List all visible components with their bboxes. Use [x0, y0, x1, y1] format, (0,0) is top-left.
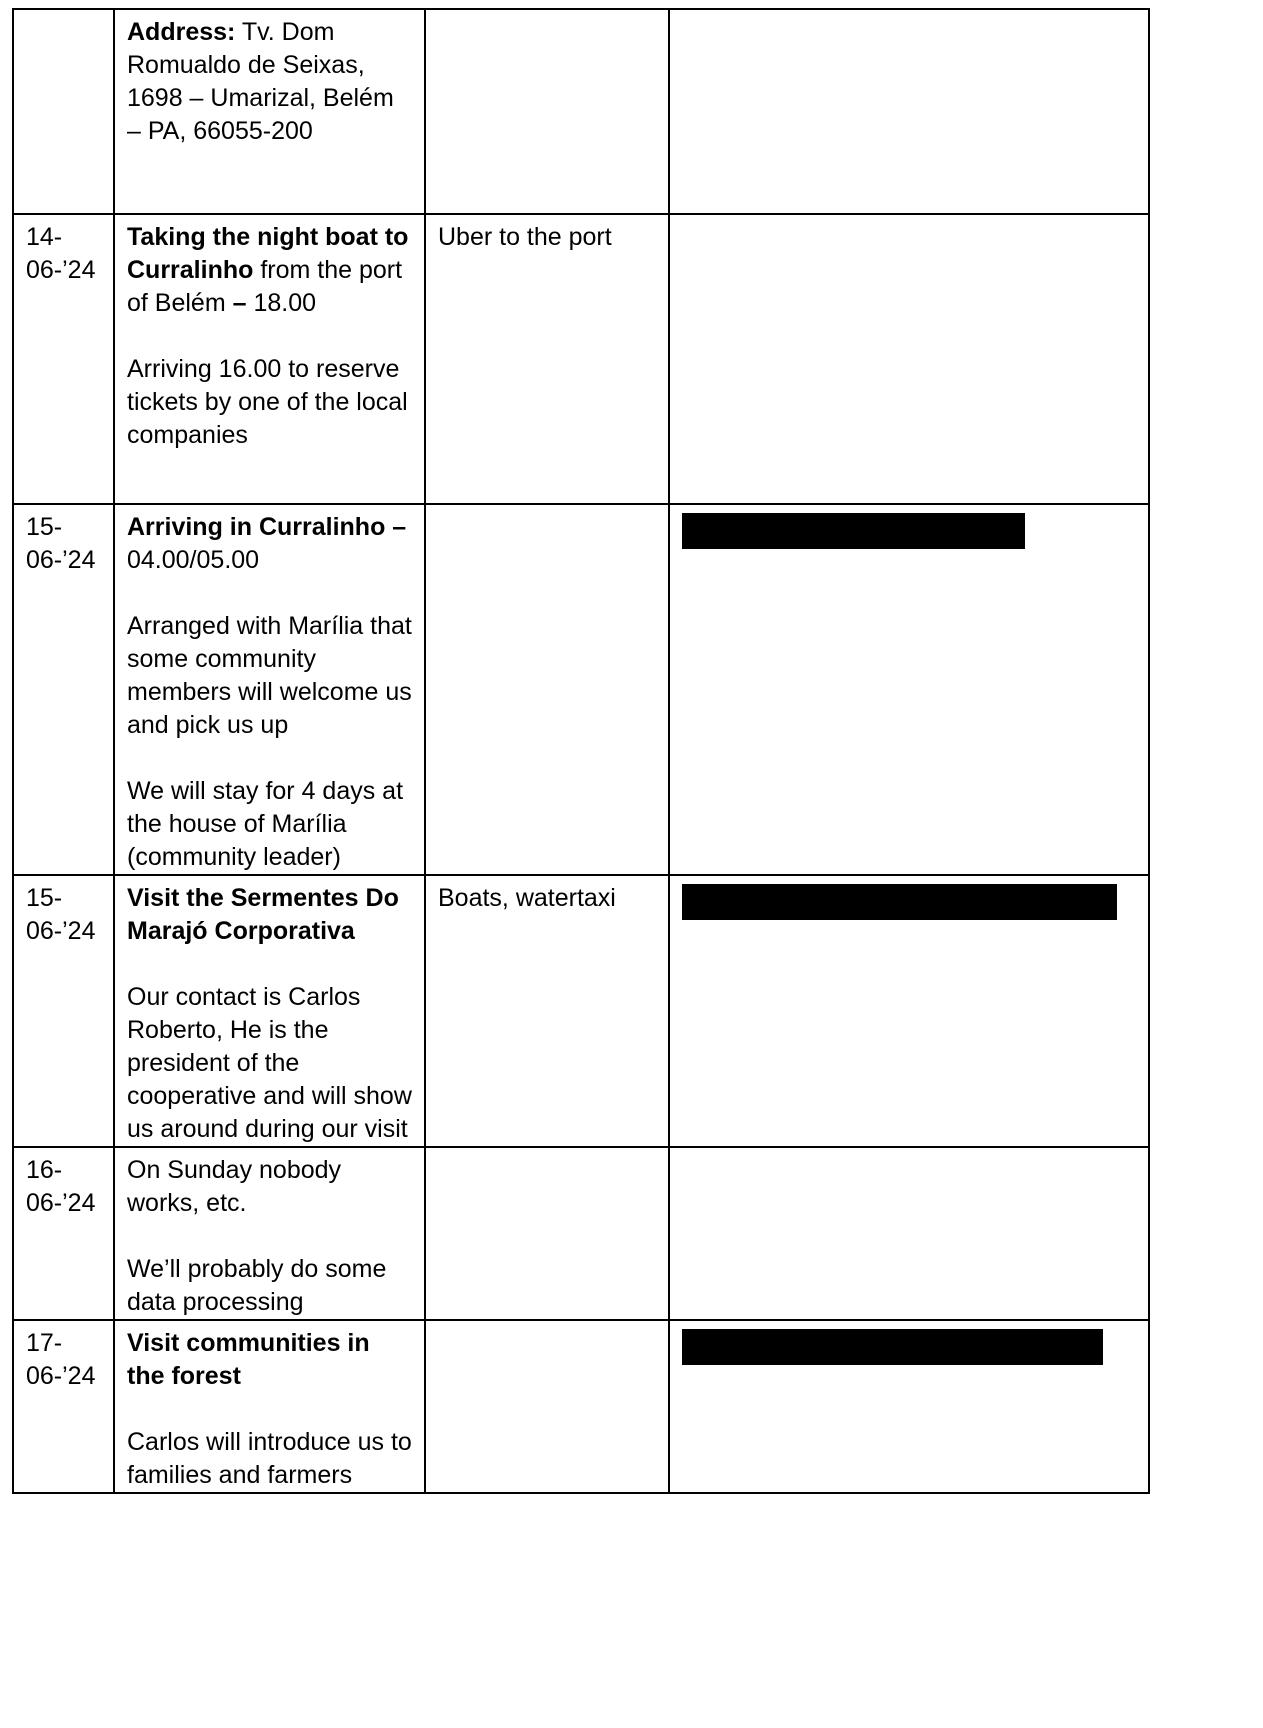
transport-cell: Boats, watertaxi: [425, 875, 669, 1147]
description-paragraph: [127, 981, 414, 1146]
bold-text: Arriving in Curralinho –: [127, 513, 407, 541]
bold-text: Address:: [127, 18, 236, 46]
date-cell: 17-06-’24: [13, 1320, 114, 1493]
plain-text: Arriving 16.00 to reserve tickets by one of the local companies: [127, 355, 408, 449]
redaction-bar: [682, 1329, 1103, 1365]
transport-cell: [425, 1320, 669, 1493]
itinerary-body: [13, 9, 1149, 1493]
notes-cell: [669, 875, 1149, 1147]
description-cell: [114, 1320, 425, 1493]
table-row: [13, 875, 1149, 1147]
description-paragraph: [127, 1426, 414, 1492]
date-cell: 14-06-’24: [13, 214, 114, 504]
itinerary-table: [12, 8, 1150, 1494]
description-paragraph: [127, 610, 414, 742]
table-row: [13, 1147, 1149, 1320]
bold-text: –: [232, 289, 247, 317]
plain-text: from the port of Belém: [127, 256, 403, 317]
date-cell: 15-06-’24: [13, 504, 114, 875]
transport-cell: [425, 504, 669, 875]
transport-cell: [425, 9, 669, 214]
plain-text: We’ll probably do some data processing: [127, 1255, 387, 1316]
transport-cell: [425, 1147, 669, 1320]
plain-text: On Sunday nobody works, etc.: [127, 1156, 342, 1217]
plain-text: We will stay for 4 days at the house of Marília (community leader): [127, 777, 404, 871]
redaction-bar: [682, 513, 1025, 549]
bold-text: Taking the night boat to Curralinho: [127, 223, 409, 284]
notes-cell: [669, 504, 1149, 875]
plain-text: Tv. Dom Romualdo de Seixas, 1698 – Umarizal, Belém – PA, 66055-200: [127, 18, 394, 145]
description-paragraph: [127, 511, 414, 577]
description-paragraph: [127, 882, 414, 948]
plain-text: Our contact is Carlos Roberto, He is the president of the cooperative and will show us around during our visit: [127, 983, 412, 1143]
description-cell: [114, 214, 425, 504]
plain-text: Carlos will introduce us to families and farmers: [127, 1428, 412, 1489]
description-paragraph: [127, 1154, 414, 1220]
notes-cell: [669, 1147, 1149, 1320]
table-row: [13, 1320, 1149, 1493]
transport-cell: Uber to the port: [425, 214, 669, 504]
redaction-bar: [682, 884, 1117, 920]
description-paragraph: [127, 221, 414, 320]
description-paragraph: [127, 353, 414, 452]
notes-cell: [669, 1320, 1149, 1493]
date-cell: 16-06-’24: [13, 1147, 114, 1320]
plain-text: 18.00: [246, 289, 317, 317]
description-paragraph: [127, 16, 414, 148]
date-cell: 15-06-’24: [13, 875, 114, 1147]
plain-text: 04.00/05.00: [127, 546, 260, 574]
description-cell: [114, 504, 425, 875]
notes-cell: [669, 214, 1149, 504]
table-row: [13, 214, 1149, 504]
date-cell: [13, 9, 114, 214]
description-cell: [114, 9, 425, 214]
description-cell: [114, 875, 425, 1147]
notes-cell: [669, 9, 1149, 214]
table-row: [13, 9, 1149, 214]
description-cell: [114, 1147, 425, 1320]
description-paragraph: [127, 775, 414, 874]
bold-text: Visit the Sermentes Do Marajó Corporativa: [127, 884, 399, 945]
description-paragraph: [127, 1327, 414, 1393]
table-row: [13, 504, 1149, 875]
bold-text: Visit communities in the forest: [127, 1329, 370, 1390]
plain-text: Arranged with Marília that some community members will welcome us and pick us up: [127, 612, 412, 739]
description-paragraph: [127, 1253, 414, 1319]
